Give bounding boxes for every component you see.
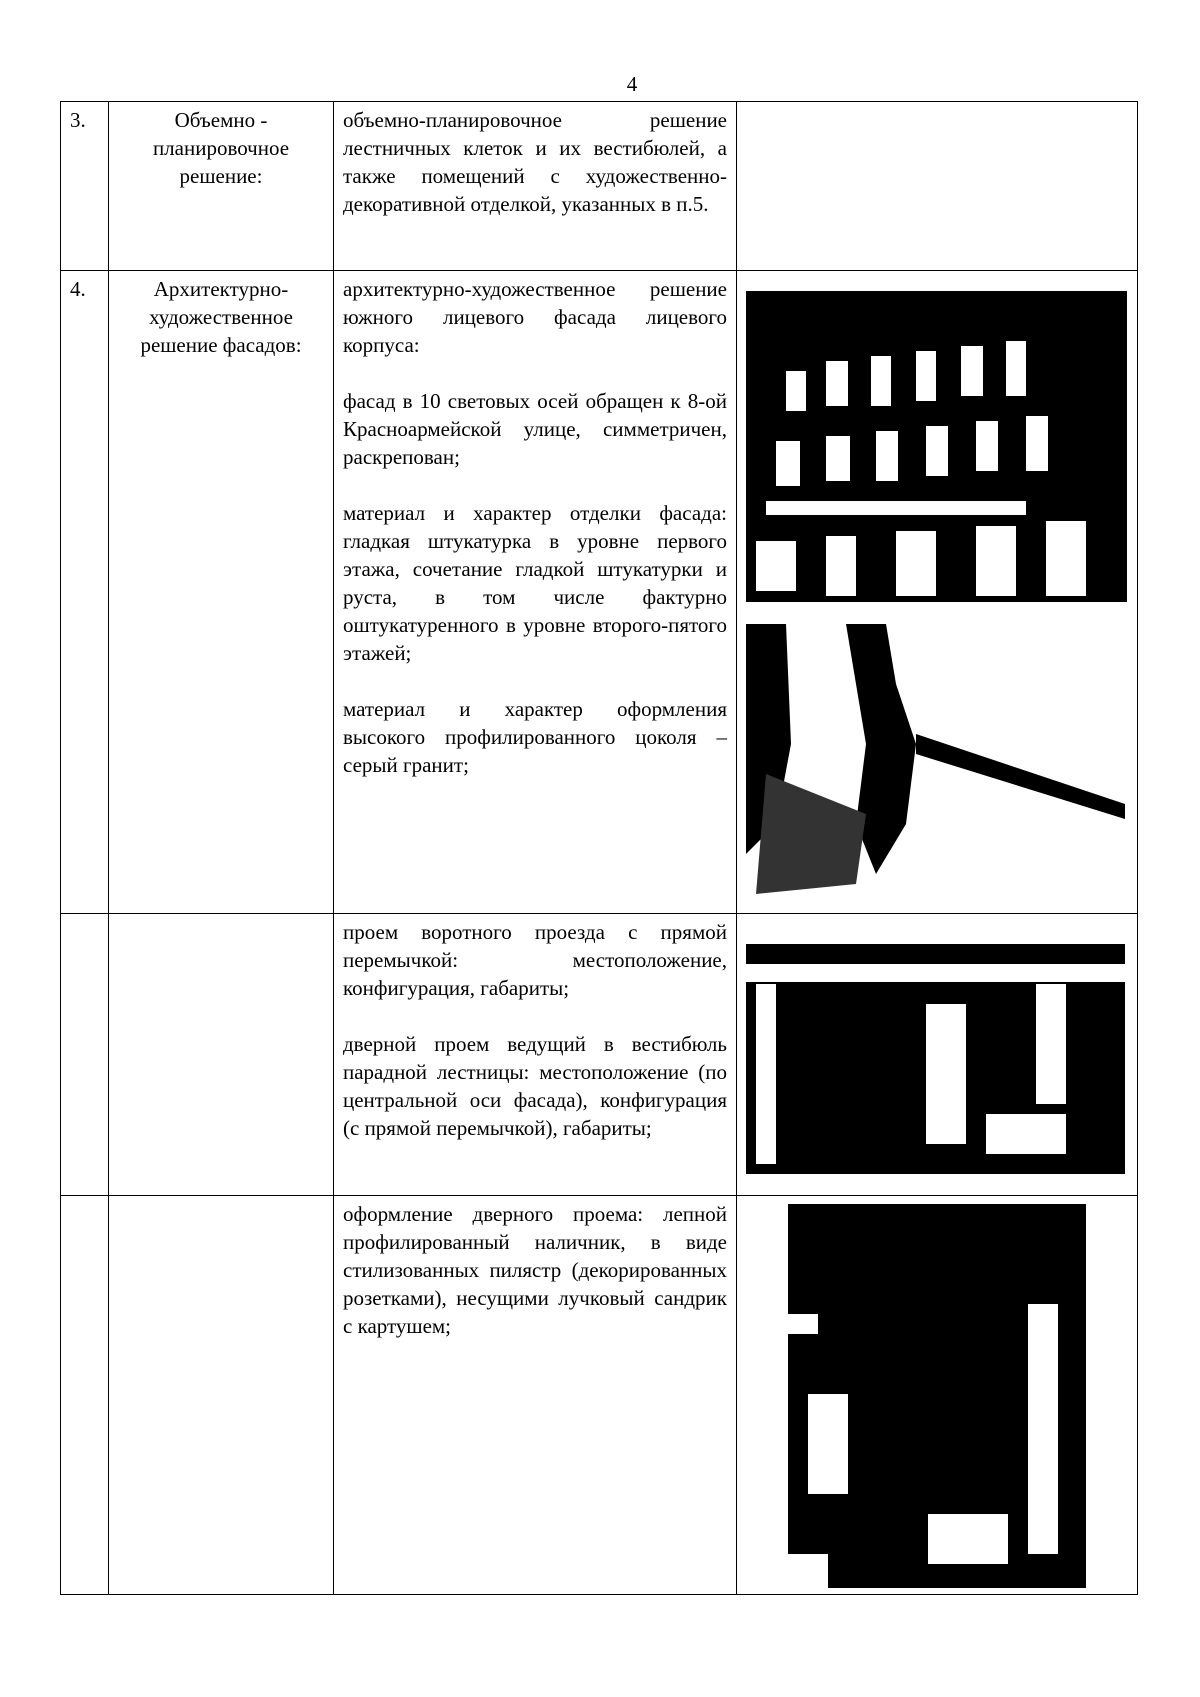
table-row <box>61 914 1138 1196</box>
row-description <box>334 914 737 1196</box>
row-title <box>109 1196 334 1595</box>
table-row <box>61 271 1138 914</box>
row-description <box>334 1196 737 1595</box>
description-paragraph: дверной проем ведущий в вестибюль парадной лестницы: местоположение (по центральной оси фасада), конфигурация (с прямой перемычкой), габариты; <box>343 1032 727 1140</box>
row-title: Архитектурно-художественное решение фасадов: <box>109 271 334 914</box>
description-paragraph: объемно-планировочное решение лестничных клеток и их вестибюлей, а также помещений с художественно-декоративной отделкой, указанных в п.5. <box>343 108 727 216</box>
row-number: 3. <box>61 102 109 271</box>
doorway-photo <box>788 1204 1086 1588</box>
photo-cell <box>737 102 1138 271</box>
table-row <box>61 1196 1138 1595</box>
row-number <box>61 914 109 1196</box>
description-paragraph: оформление дверного проема: лепной профилированный наличник, в виде стилизованных пилястр (декорированных розетками), несущими лучковый сандрик с картушем; <box>343 1202 727 1338</box>
photo-cell <box>737 271 1138 914</box>
row-description <box>334 102 737 271</box>
photo-cell <box>737 1196 1138 1595</box>
description-paragraph: проем воротного проезда с прямой перемычкой: местоположение, конфигурация, габариты; <box>343 920 727 1000</box>
facade-photo <box>746 291 1127 602</box>
page-number: 4 <box>626 72 638 96</box>
description-paragraph: архитектурно-художественное решение южного лицевого фасада лицевого корпуса: <box>343 277 727 357</box>
row-number: 4. <box>61 271 109 914</box>
description-paragraph: фасад в 10 световых осей обращен к 8-ой Красноармейской улице, симметричен, раскрепован; <box>343 389 727 469</box>
gateway-photo <box>746 944 1125 1174</box>
description-paragraph: материал и характер оформления высокого профилированного цоколя – серый гранит; <box>343 697 727 777</box>
row-description <box>334 271 737 914</box>
description-paragraph: материал и характер отделки фасада: гладкая штукатурка в уровне первого этажа, сочетание гладкой штукатурки и руста, в том числе фактурно оштукатуренного в уровне второго-пятого этажей; <box>343 501 727 665</box>
row-title <box>109 914 334 1196</box>
row-number <box>61 1196 109 1595</box>
monument-subject-table <box>60 101 1138 1595</box>
plinth-photo <box>746 624 1125 910</box>
row-title: Объемно - планировочное решение: <box>109 102 334 271</box>
photo-cell <box>737 914 1138 1196</box>
table-row <box>61 102 1138 271</box>
